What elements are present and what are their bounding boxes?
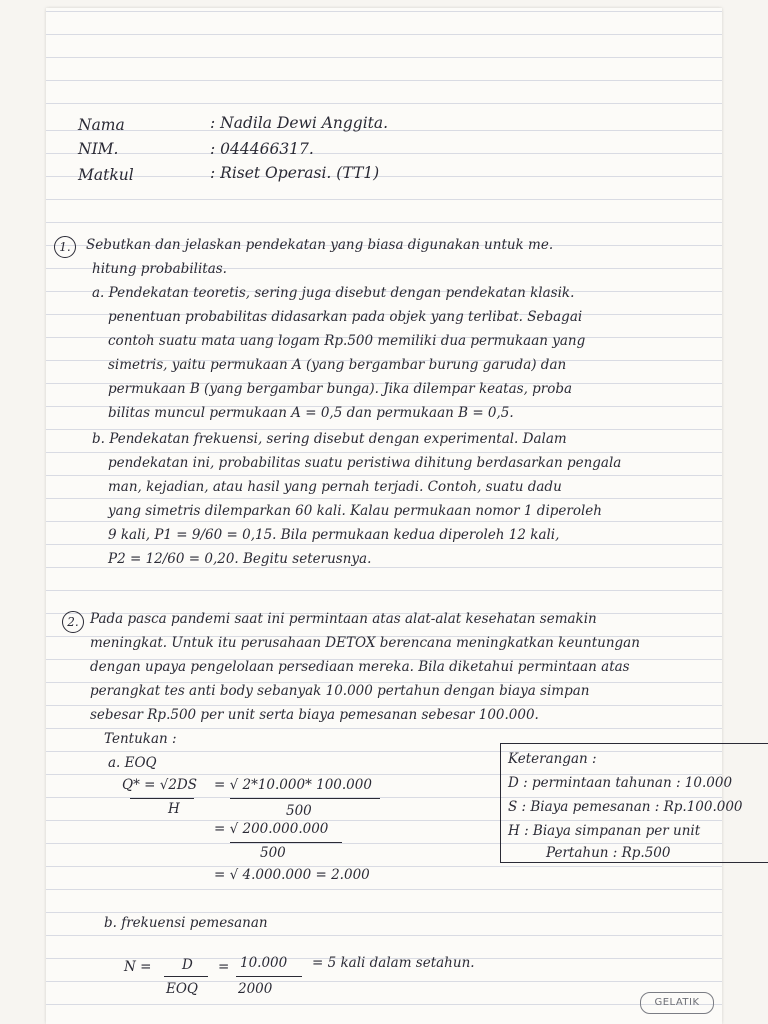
eoq-formula-bottom: H: [168, 801, 180, 817]
freq-bottom-1: EOQ: [166, 981, 198, 997]
notebook-page: [46, 8, 743, 1024]
q1-line-12: yang simetris dilemparkan 60 kali. Kalau permukaan nomor 1 diperoleh: [108, 503, 602, 519]
q1-line-4: penentuan probabilitas didasarkan pada objek yang terlibat. Sebagai: [108, 309, 583, 325]
eoq-step1-top: = √ 2*10.000* 100.000: [214, 777, 372, 793]
freq-top-2: 10.000: [240, 955, 288, 971]
course-label: Matkul: [78, 166, 134, 184]
q2-line-5: sebesar Rp.500 per unit serta biaya pemesanan sebesar 100.000.: [90, 707, 539, 723]
eoq-step3: = √ 4.000.000 = 2.000: [214, 867, 370, 883]
nim-label: NIM.: [78, 140, 119, 158]
freq-lhs: N =: [124, 959, 152, 975]
part-a-label: a. EOQ: [108, 755, 157, 771]
question-2-number: 2.: [62, 611, 84, 633]
q2-line-4: perangkat tes anti body sebanyak 10.000 pertahun dengan biaya simpan: [90, 683, 590, 699]
q2-line-3: dengan upaya pengelolaan persediaan mereka. Bila diketahui permintaan atas: [90, 659, 630, 675]
freq-equals: =: [218, 959, 230, 975]
part-b-label: b. frekuensi pemesanan: [104, 915, 268, 931]
notes-line-1: D : permintaan tahunan : 10.000: [508, 775, 733, 791]
eoq-step2-line: [230, 842, 342, 843]
q1-line-2: hitung probabilitas.: [92, 261, 227, 277]
q2-line-2: meningkat. Untuk itu perusahaan DETOX berencana meningkatkan keuntungan: [90, 635, 640, 651]
q1-line-8: bilitas muncul permukaan A = 0,5 dan permukaan B = 0,5.: [108, 405, 514, 421]
freq-bottom-2: 2000: [238, 981, 273, 997]
freq-top-1: D: [182, 957, 193, 973]
eoq-step1-bottom: 500: [286, 803, 312, 819]
q1-line-14: P2 = 12/60 = 0,20. Begitu seterusnya.: [108, 551, 372, 567]
question-1-number: 1.: [54, 236, 76, 258]
eoq-formula-top: Q* = √2DS: [122, 777, 197, 793]
freq-line-2: [236, 976, 302, 977]
q1-line-6: simetris, yaitu permukaan A (yang bergambar burung garuda) dan: [108, 357, 567, 373]
q1-line-1: Sebutkan dan jelaskan pendekatan yang biasa digunakan untuk me.: [86, 237, 554, 253]
q1-line-3: a. Pendekatan teoretis, sering juga disebut dengan pendekatan klasik.: [92, 285, 575, 301]
q1-line-10: pendekatan ini, probabilitas suatu peristiwa dihitung berdasarkan pengala: [108, 455, 622, 471]
name-value: : Nadila Dewi Anggita.: [210, 114, 389, 132]
notes-line-2: S : Biaya pemesanan : Rp.100.000: [508, 799, 743, 815]
q2-line-6: Tentukan :: [104, 731, 177, 747]
q1-line-9: b. Pendekatan frekuensi, sering disebut dengan experimental. Dalam: [92, 431, 567, 447]
gelatik-logo: GELATIK: [640, 992, 714, 1014]
freq-line-1: [164, 976, 208, 977]
eoq-step2-bottom: 500: [260, 845, 286, 861]
eoq-step2-top: = √ 200.000.000: [214, 821, 329, 837]
q1-line-11: man, kejadian, atau hasil yang pernah terjadi. Contoh, suatu dadu: [108, 479, 562, 495]
notes-line-4: Pertahun : Rp.500: [546, 845, 671, 861]
freq-result: = 5 kali dalam setahun.: [312, 955, 475, 971]
eoq-step1-line: [230, 798, 380, 799]
q1-line-7: permukaan B (yang bergambar bunga). Jika dilempar keatas, proba: [108, 381, 573, 397]
q1-line-5: contoh suatu mata uang logam Rp.500 memiliki dua permukaan yang: [108, 333, 586, 349]
q1-line-13: 9 kali, P1 = 9/60 = 0,15. Bila permukaan kedua diperoleh 12 kali,: [108, 527, 560, 543]
name-label: Nama: [78, 116, 125, 134]
notes-title: Keterangan :: [508, 751, 597, 767]
q2-line-1: Pada pasca pandemi saat ini permintaan atas alat-alat kesehatan semakin: [90, 611, 597, 627]
nim-value: : 044466317.: [210, 140, 314, 158]
course-value: : Riset Operasi. (TT1): [210, 164, 380, 182]
eoq-formula-line: [130, 798, 194, 799]
notes-line-3: H : Biaya simpanan per unit: [508, 823, 701, 839]
